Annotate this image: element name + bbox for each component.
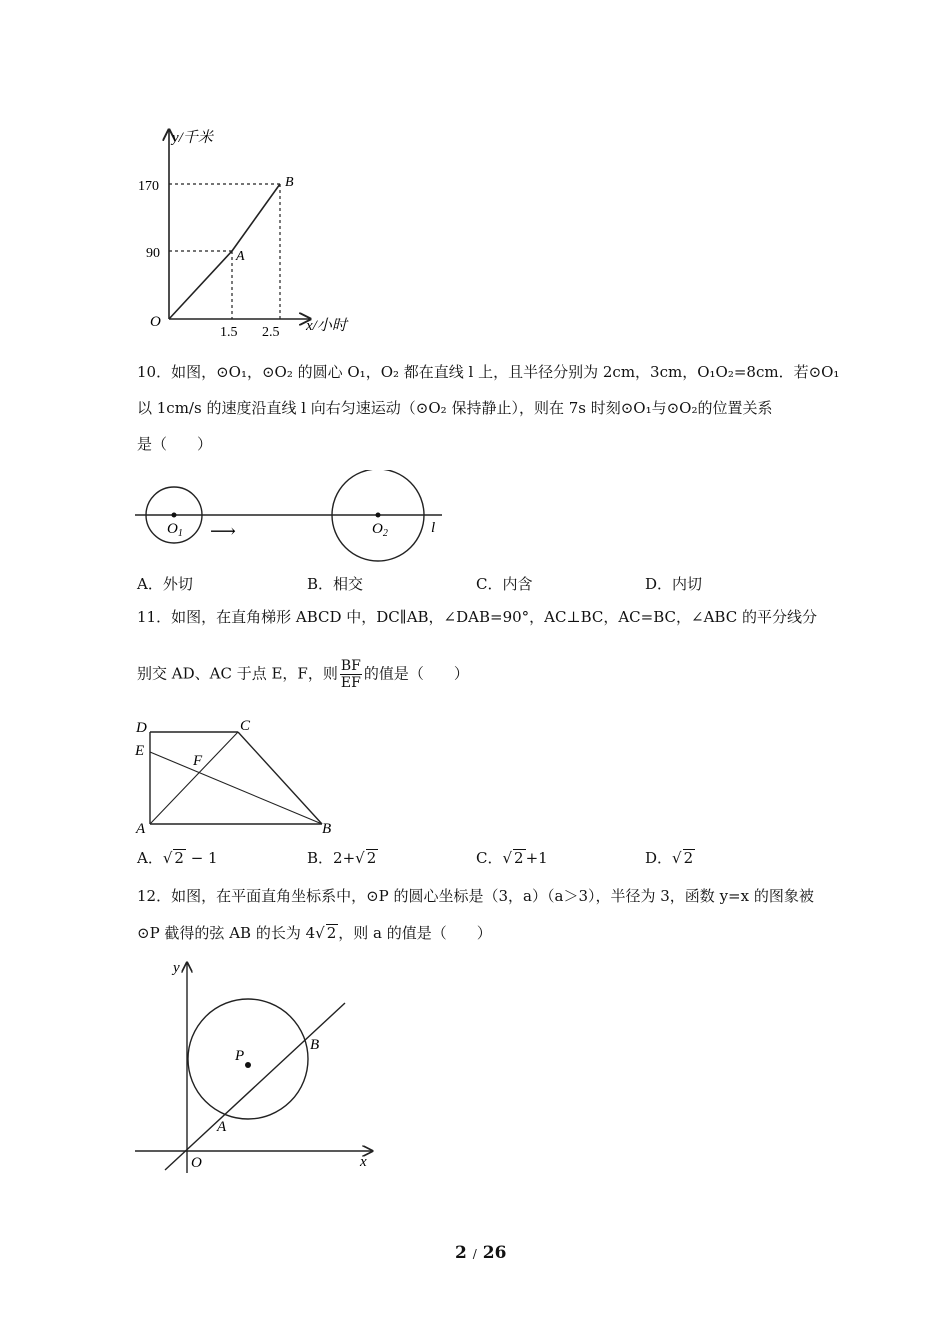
q10-option-d: D．内切 (645, 575, 703, 593)
q11-option-a: A．√ 2 − 1 (137, 849, 218, 867)
page-separator: / (472, 1247, 477, 1261)
center-o1 (172, 513, 177, 518)
page-total: 26 (482, 1243, 507, 1263)
segment-oa (169, 251, 232, 319)
bisector-be (150, 752, 322, 824)
vertex-a: A (136, 821, 146, 837)
vertex-c: C (240, 718, 251, 734)
q10-option-a: A．外切 (137, 575, 193, 593)
q11-option-d: D．√ 2 (645, 849, 694, 867)
q10-line1: 10．如图，⊙O₁，⊙O₂ 的圆心 O₁，O₂ 都在直线 l 上，且半径分别为 2cm，3cm，O₁O₂=8cm．若⊙O₁ (137, 363, 840, 381)
x-tick-2.5: 2.5 (262, 325, 280, 340)
q11-line2-pre: 别交 AD、AC 于点 E，F，则 (137, 664, 338, 683)
q10-line3: 是（ ） (137, 435, 213, 453)
vertex-b: B (322, 821, 332, 837)
coordinate-figure (130, 955, 380, 1180)
page-number (455, 1243, 506, 1263)
y-tick-170: 170 (138, 179, 159, 194)
q11-line2 (137, 658, 469, 691)
point-a-label: A (236, 249, 245, 264)
q10-line2: 以 1cm/s 的速度沿直线 l 向右匀速运动（⊙O₂ 保持静止），则在 7s 时刻⊙O₁与⊙O₂的位置关系 (137, 399, 773, 417)
center-p (245, 1062, 251, 1068)
vertex-d: D (136, 720, 147, 736)
side-cb (238, 732, 322, 824)
ratio-fraction (340, 658, 362, 691)
q10-option-b: B．相交 (307, 575, 364, 593)
q11-option-c: C．√ 2 +1 (476, 849, 548, 867)
origin-label: O (150, 314, 161, 330)
circles-figure (130, 470, 460, 565)
q12-line2: ⊙P 截得的弦 AB 的长为 4√ 2 ，则 a 的值是（ ） (137, 924, 492, 942)
q10-option-c: C．内含 (476, 575, 533, 593)
y-label: y (173, 960, 180, 976)
fraction-numerator: BF (340, 658, 361, 674)
q11-option-b: B．2+√ 2 (307, 849, 377, 867)
motion-arrow: ⟶ (210, 521, 236, 541)
origin-label: O (191, 1155, 202, 1171)
diagonal-ac (150, 732, 238, 824)
a-label: A (217, 1119, 227, 1135)
q11-line2-post: 的值是（ ） (363, 664, 469, 683)
fraction-denominator: EF (340, 675, 361, 691)
b-label: B (310, 1037, 320, 1053)
y-tick-90: 90 (146, 246, 160, 261)
x-axis-label: x/小时 (306, 318, 347, 334)
line-l-label: l (431, 520, 436, 536)
x-label: x (360, 1154, 367, 1170)
vertex-e: E (135, 743, 145, 759)
p-label: P (235, 1048, 245, 1064)
o1-label: $O_1$ (167, 521, 183, 539)
trapezoid-figure (130, 712, 350, 840)
line-y-equals-x (165, 1003, 345, 1170)
x-tick-1.5: 1.5 (220, 325, 238, 340)
page-current: 2 (455, 1243, 467, 1263)
distance-time-graph (130, 122, 370, 344)
circle-p (188, 999, 308, 1119)
y-axis-label: y/千米 (172, 130, 213, 146)
point-b-label: B (285, 175, 294, 190)
q12-line1: 12．如图，在平面直角坐标系中，⊙P 的圆心坐标是（3，a）（a＞3），半径为 3，函数 y=x 的图象被 (137, 887, 814, 905)
q11-line1: 11．如图，在直角梯形 ABCD 中，DC∥AB，∠DAB=90°，AC⊥BC，AC=BC，∠ABC 的平分线分 (137, 608, 817, 626)
center-o2 (376, 513, 381, 518)
vertex-f: F (193, 753, 203, 769)
segment-ab (232, 184, 280, 251)
o2-label: $O_2$ (372, 521, 388, 539)
